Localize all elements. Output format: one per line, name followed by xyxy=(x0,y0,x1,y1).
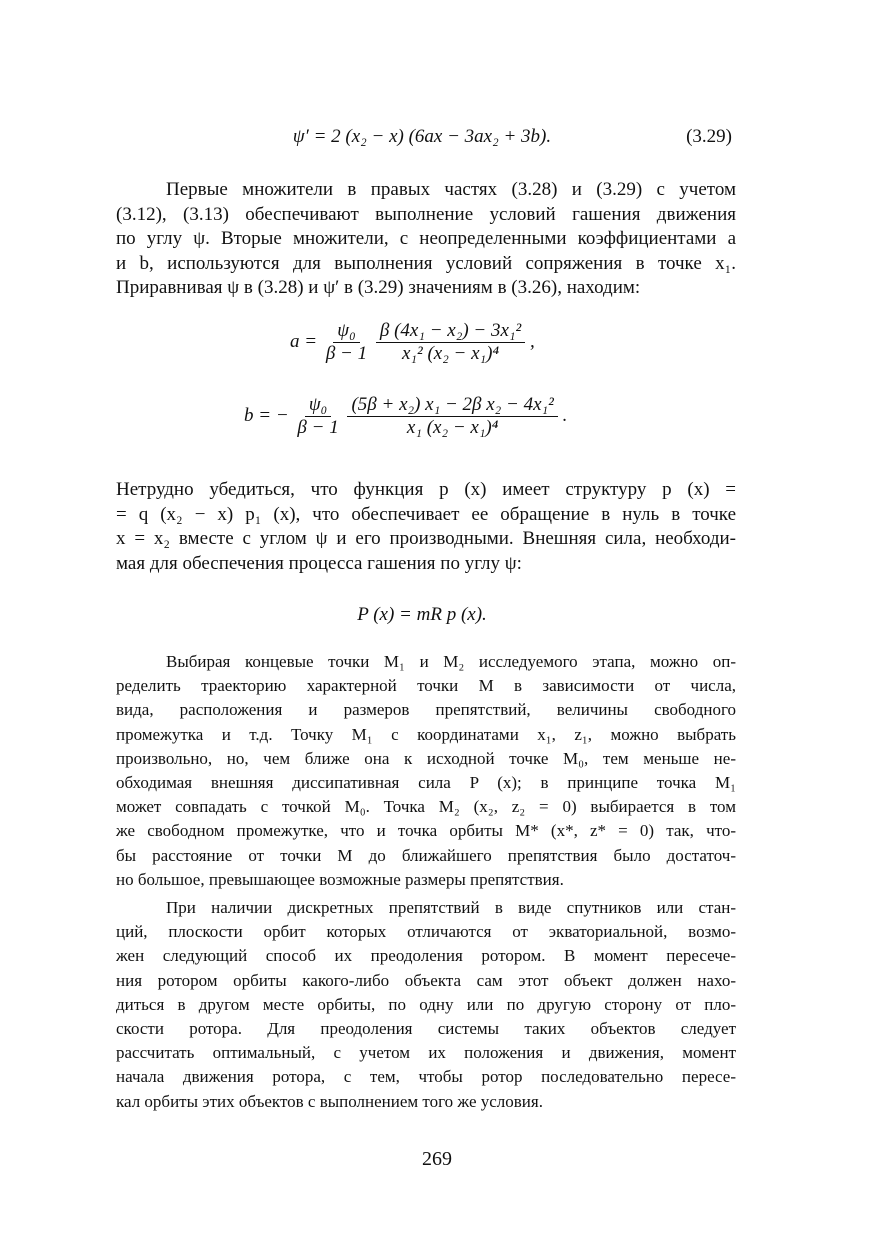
paragraph-1-line: и b, используются для выполнения условий сопряжения в точке x₁. xyxy=(116,252,736,274)
paragraph-4-line: ций, плоскости орбит которых отличаются от экваториальной, возмо- xyxy=(116,922,736,942)
paragraph-3-line: может совпадать с точкой M₀. Точка M₂ (x₂, z₂ = 0) выбирается в том xyxy=(116,797,736,817)
equation-3-29-number: (3.29) xyxy=(686,126,732,147)
paragraph-3-line: вида, расположения и размеров препятствий, величины свободного xyxy=(116,700,736,720)
formula-a xyxy=(290,320,535,365)
paragraph-4-line: рассчитать оптимальный, с учетом их положения и движения, момент xyxy=(116,1043,736,1063)
paragraph-1-line: Приравнивая ψ в (3.28) и ψ′ в (3.29) значениям в (3.26), находим: xyxy=(116,277,641,299)
formula-b-main-fraction xyxy=(347,394,557,439)
formula-b-denominator: x₁ (x₂ − x₁)⁴ xyxy=(406,417,499,438)
formula-a-denominator: x₁² (x₂ − x₁)⁴ xyxy=(401,343,500,364)
page-number: 269 xyxy=(422,1148,452,1170)
paragraph-4-line: диться в другом месте орбиты, по одну или по другую сторону от пло- xyxy=(116,994,736,1014)
paragraph-3 xyxy=(116,650,736,892)
formula-a-numerator: β (4x₁ − x₂) − 3x₁² xyxy=(376,320,525,343)
formula-b-tail: . xyxy=(562,404,568,426)
equation-3-29 xyxy=(112,126,732,148)
paragraph-2-line: мая для обеспечения процесса гашения по углу ψ: xyxy=(116,552,522,574)
paragraph-4-line: скости ротора. Для преодоления системы таких объектов следует xyxy=(116,1019,736,1039)
paragraph-1 xyxy=(116,178,736,301)
formula-b-coef-numerator: ψ₀ xyxy=(305,394,331,417)
paragraph-3-line: обходимая внешняя диссипативная сила P (x); в принципе точка M₁ xyxy=(116,773,736,793)
paragraph-3-line: Выбирая концевые точки M₁ и M₂ исследуемого этапа, можно оп- xyxy=(166,652,736,671)
formula-b xyxy=(244,394,567,439)
paragraph-4-line: кал орбиты этих объектов с выполнением того же условия. xyxy=(116,1091,543,1111)
paragraph-4-line: ния ротором орбиты какого-либо объекта сам этот объект должен нахо- xyxy=(116,970,736,990)
paragraph-1-line: Первые множители в правых частях (3.28) и (3.29) с учетом xyxy=(166,179,736,200)
paragraph-4-line: начала движения ротора, с тем, чтобы ротор последовательно пересе- xyxy=(116,1067,736,1087)
paragraph-2-line: Нетрудно убедиться, что функция p (x) имеет структуру p (x) = xyxy=(116,479,736,500)
formula-a-main-fraction xyxy=(376,320,525,365)
paragraph-1-line: по углу ψ. Вторые множители, с неопределенными коэффициентами a xyxy=(116,228,736,250)
paragraph-1-line: (3.12), (3.13) обеспечивают выполнение условий гашения движения xyxy=(116,203,736,225)
paragraph-3-line: но большое, превышающее возможные размеры препятствия. xyxy=(116,869,564,889)
paragraph-3-line: произвольно, но, чем ближе она к исходной точке M₀, тем меньше не- xyxy=(116,748,736,768)
equation-force-expression: P (x) = mR p (x). xyxy=(357,604,487,625)
paragraph-4 xyxy=(116,896,736,1114)
formula-a-coefficient xyxy=(322,320,371,365)
formula-b-numerator: (5β + x₂) x₁ − 2β x₂ − 4x₁² xyxy=(347,394,557,417)
paragraph-3-line: же свободном промежутке, что и точка орбиты M* (x*, z* = 0) так, что- xyxy=(116,821,736,841)
paragraph-2 xyxy=(116,478,736,576)
paragraph-2-line: x = x₂ вместе с углом ψ и его производными. Внешняя сила, необходи- xyxy=(116,528,736,550)
paragraph-3-line: промежутка и т.д. Точку M₁ с координатами x₁, z₁, можно выбрать xyxy=(116,724,736,744)
formula-a-coef-denominator: β − 1 xyxy=(325,343,368,364)
equation-3-29-expression: ψ′ = 2 (x₂ − x) (6ax − 3ax₂ + 3b). xyxy=(292,126,552,147)
formula-a-tail: , xyxy=(529,330,535,352)
formula-b-lhs: b = − xyxy=(244,404,294,426)
equation-force xyxy=(112,604,732,626)
paragraph-4-line: жен следующий способ их преодоления ротором. В момент пересече- xyxy=(116,946,736,966)
formula-a-lhs: a = xyxy=(290,330,322,352)
formula-b-coefficient xyxy=(293,394,342,439)
paragraph-3-line: ределить траекторию характерной точки M в зависимости от числа, xyxy=(116,676,736,696)
formula-a-coef-numerator: ψ₀ xyxy=(333,320,359,343)
paragraph-2-line: = q (x₂ − x) p₁ (x), что обеспечивает ее обращение в нуль в точке xyxy=(116,503,736,525)
paragraph-3-line: бы расстояние от точки M до ближайшего препятствия было достаточ- xyxy=(116,845,736,865)
paragraph-4-line: При наличии дискретных препятствий в виде спутников или стан- xyxy=(166,898,736,917)
formula-b-coef-denominator: β − 1 xyxy=(297,417,339,438)
